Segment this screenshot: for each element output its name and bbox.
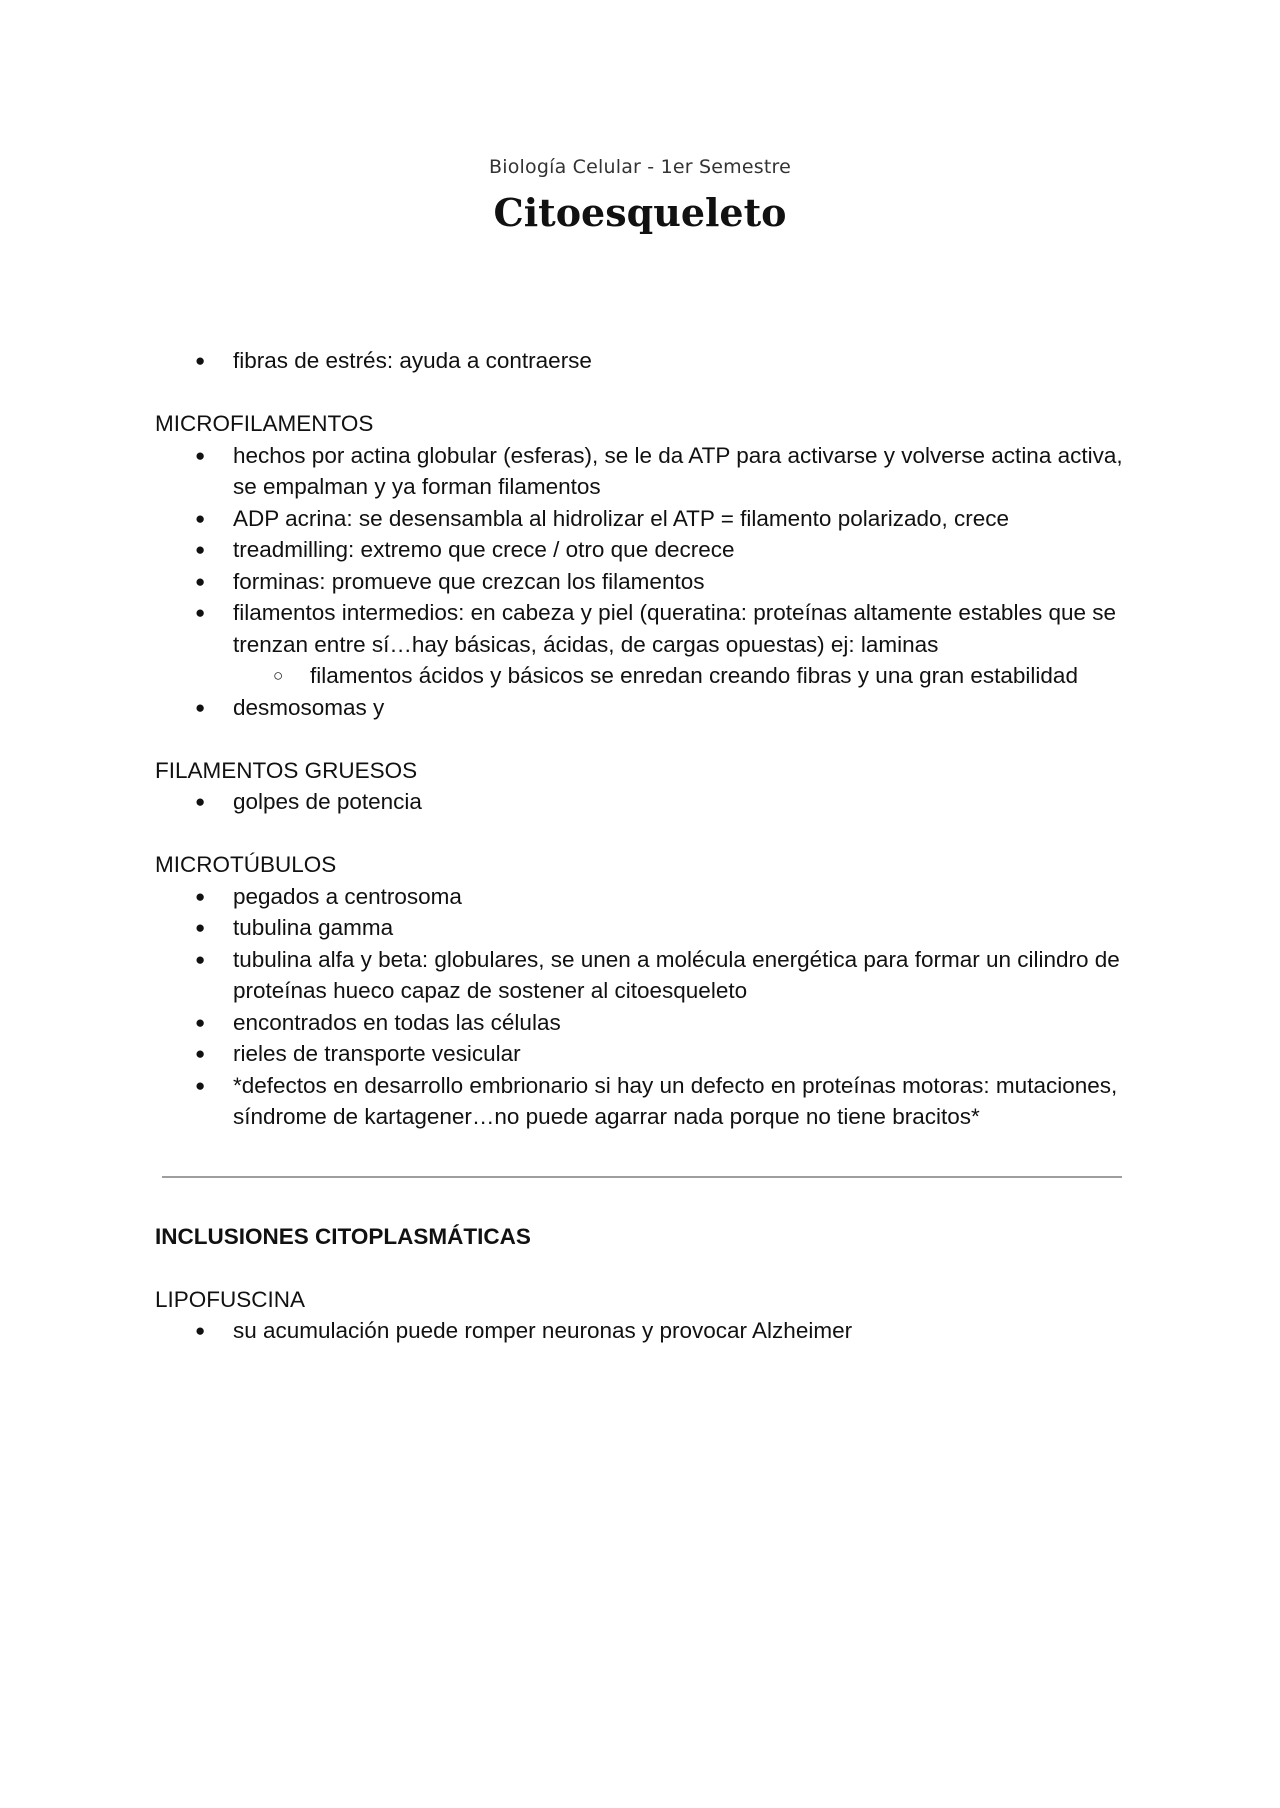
list-item: ● forminas: promueve que crezcan los filamentos [155,566,1135,598]
microfilamentos-list-continued [155,692,1135,724]
document-title: Citoesqueleto [493,190,787,235]
document-body [155,345,1135,1347]
filamentos-gruesos-list [155,786,1135,818]
microfilamentos-sublist [155,660,1135,692]
list-item: ● tubulina gamma [155,912,1135,944]
list-item: ● golpes de potencia [155,786,1135,818]
lipofuscina-list [155,1315,1135,1347]
intro-list [155,345,1135,377]
list-item: ● pegados a centrosoma [155,881,1135,913]
microfilamentos-list [155,440,1135,661]
microtubulos-list [155,881,1135,1133]
horizontal-divider [162,1176,1122,1178]
section-heading-lipofuscina: LIPOFUSCINA [155,1286,306,1312]
list-item: ● tubulina alfa y beta: globulares, se unen a molécula energética para formar un cilindro de proteínas hueco capaz de sostener al citoesqueleto [155,944,1135,1007]
section-heading-filamentos-gruesos: FILAMENTOS GRUESOS [155,757,418,783]
list-item-text: filamentos intermedios: en cabeza y piel (queratina: proteínas altamente estables que se trenzan entre sí…hay básicas, ácidas, de cargas opuestas) ej: laminas [233,600,1117,657]
list-item: ● su acumulación puede romper neuronas y provocar Alzheimer [155,1315,1135,1347]
list-item: ● desmosomas y [155,692,1135,724]
list-item: ● treadmilling: extremo que crece / otro que decrece [155,534,1135,566]
section-heading-inclusiones: INCLUSIONES CITOPLASMÁTICAS [155,1223,531,1249]
sub-list-item: ○ filamentos ácidos y básicos se enredan creando fibras y una gran estabilidad [155,660,1135,692]
section-heading-microtubulos: MICROTÚBULOS [155,852,337,877]
list-item: ● encontrados en todas las células [155,1007,1135,1039]
section-heading-microfilamentos: MICROFILAMENTOS [155,411,374,436]
list-item: ● *defectos en desarrollo embrionario si hay un defecto en proteínas motoras: mutaciones, síndrome de kartagener…no puede agarrar nada porque no tiene bracitos* [155,1070,1135,1133]
list-item: ● ADP acrina: se desensambla al hidrolizar el ATP = filamento polarizado, crece [155,503,1135,535]
list-item: ● rieles de transporte vesicular [155,1038,1135,1070]
list-item [155,597,1135,660]
list-item: ● fibras de estrés: ayuda a contraerse [155,345,1135,377]
document-subtitle: Biología Celular - 1er Semestre [488,156,792,178]
list-item: ● hechos por actina globular (esferas), se le da ATP para activarse y volverse actina activa, se empalman y ya forman filamentos [155,440,1135,503]
